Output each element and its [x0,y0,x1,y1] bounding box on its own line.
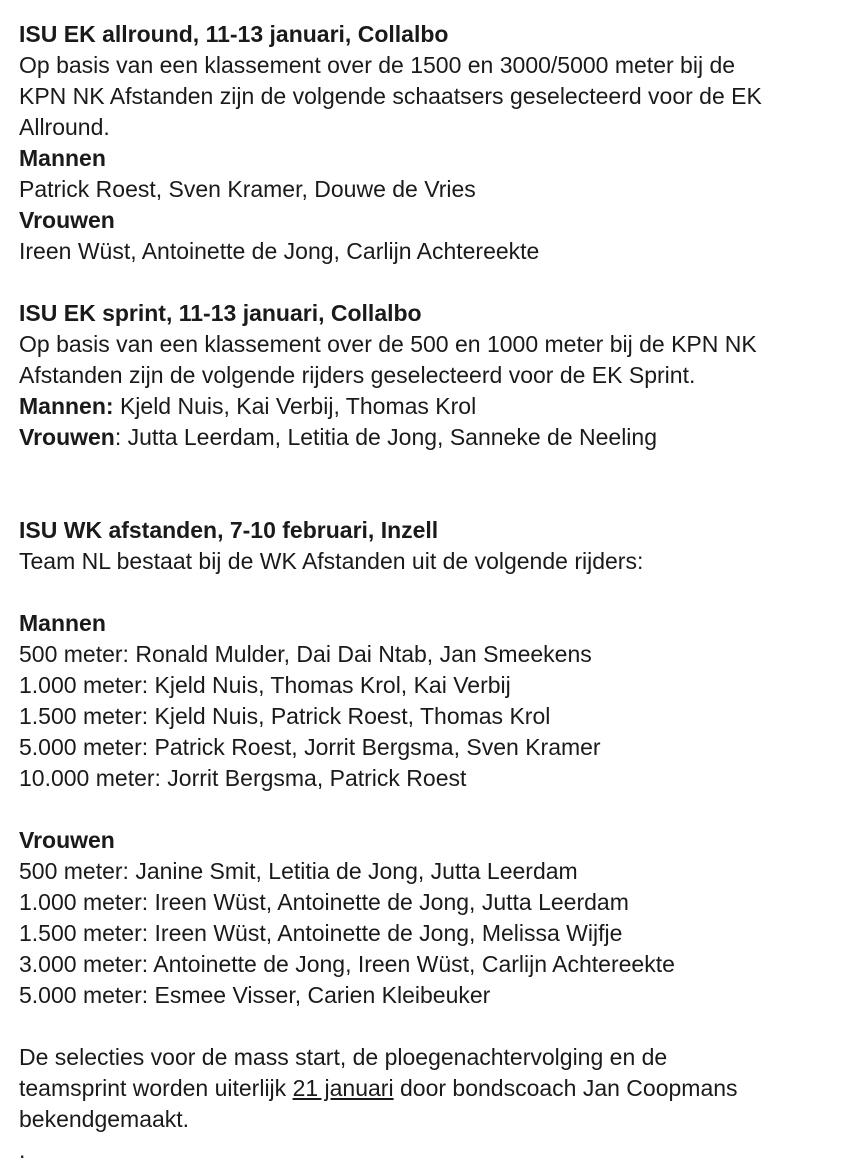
ek-allround-women-list: Ireen Wüst, Antoinette de Jong, Carlijn Achtereekte [19,238,540,264]
wk-men-distance-row: 500 meter: Ronald Mulder, Dai Dai Ntab, Jan Smeekens [19,641,592,667]
ek-sprint-men-row [19,391,859,422]
ek-sprint-men-list: Kjeld Nuis, Kai Verbij, Thomas Krol [113,393,477,419]
ek-sprint-men-label: Mannen: [19,393,114,419]
closing-line-2 [19,1073,859,1104]
wk-afstanden-heading: ISU WK afstanden, 7-10 februari, Inzell [19,517,439,543]
ek-sprint-women-list: : Jutta Leerdam, Letitia de Jong, Sanneke de Neeling [114,424,657,450]
closing-line-3: bekendgemaakt. [19,1106,190,1132]
document-body [19,19,859,1166]
ek-sprint-women-label: Vrouwen [19,424,115,450]
spacer [19,267,859,298]
date-link[interactable]: 21 januari [292,1075,394,1101]
ek-allround-women-label: Vrouwen [19,207,115,233]
ek-sprint-section [19,298,859,453]
ek-allround-intro-line-3: Allround. [19,114,110,140]
ek-allround-intro-line-1: Op basis van een klassement over de 1500 en 3000/5000 meter bij de [19,52,736,78]
closing-line-2-end: door bondscoach Jan Coopmans [393,1075,738,1101]
ek-allround-men-label: Mannen [19,145,106,171]
trailing-dot: . [19,1137,26,1163]
spacer [19,1011,859,1042]
wk-women-distance-row: 500 meter: Janine Smit, Letitia de Jong, Jutta Leerdam [19,858,578,884]
wk-women-distance-row: 1.500 meter: Ireen Wüst, Antoinette de Jong, Melissa Wijfje [19,920,623,946]
closing-line-1: De selecties voor de mass start, de ploegenachtervolging en de [19,1044,668,1070]
closing-section [19,1042,859,1166]
ek-sprint-heading: ISU EK sprint, 11-13 januari, Collalbo [19,300,422,326]
wk-afstanden-intro: Team NL bestaat bij de WK Afstanden uit de volgende rijders: [19,548,644,574]
closing-line-2-start: teamsprint worden uiterlijk [19,1075,293,1101]
wk-women-distance-row: 5.000 meter: Esmee Visser, Carien Kleibeuker [19,982,491,1008]
spacer [19,577,859,608]
ek-sprint-intro-line-2: Afstanden zijn de volgende rijders geselecteerd voor de EK Sprint. [19,362,696,388]
ek-sprint-women-row [19,422,859,453]
spacer [19,453,859,515]
spacer [19,794,859,825]
ek-allround-heading: ISU EK allround, 11-13 januari, Collalbo [19,21,449,47]
wk-men-distance-row: 1.500 meter: Kjeld Nuis, Patrick Roest, Thomas Krol [19,703,551,729]
wk-men-distance-row: 10.000 meter: Jorrit Bergsma, Patrick Roest [19,765,467,791]
wk-women-distance-row: 1.000 meter: Ireen Wüst, Antoinette de Jong, Jutta Leerdam [19,889,629,915]
wk-men-distance-row: 5.000 meter: Patrick Roest, Jorrit Bergsma, Sven Kramer [19,734,601,760]
ek-allround-section [19,19,859,267]
wk-afstanden-men-label: Mannen [19,610,106,636]
wk-afstanden-section [19,515,859,1011]
ek-sprint-intro-line-1: Op basis van een klassement over de 500 en 1000 meter bij de KPN NK [19,331,757,357]
ek-allround-intro-line-2: KPN NK Afstanden zijn de volgende schaatsers geselecteerd voor de EK [19,83,762,109]
ek-allround-men-list: Patrick Roest, Sven Kramer, Douwe de Vries [19,176,476,202]
wk-afstanden-women-label: Vrouwen [19,827,115,853]
wk-women-distance-row: 3.000 meter: Antoinette de Jong, Ireen Wüst, Carlijn Achtereekte [19,951,675,977]
wk-men-distance-row: 1.000 meter: Kjeld Nuis, Thomas Krol, Kai Verbij [19,672,511,698]
